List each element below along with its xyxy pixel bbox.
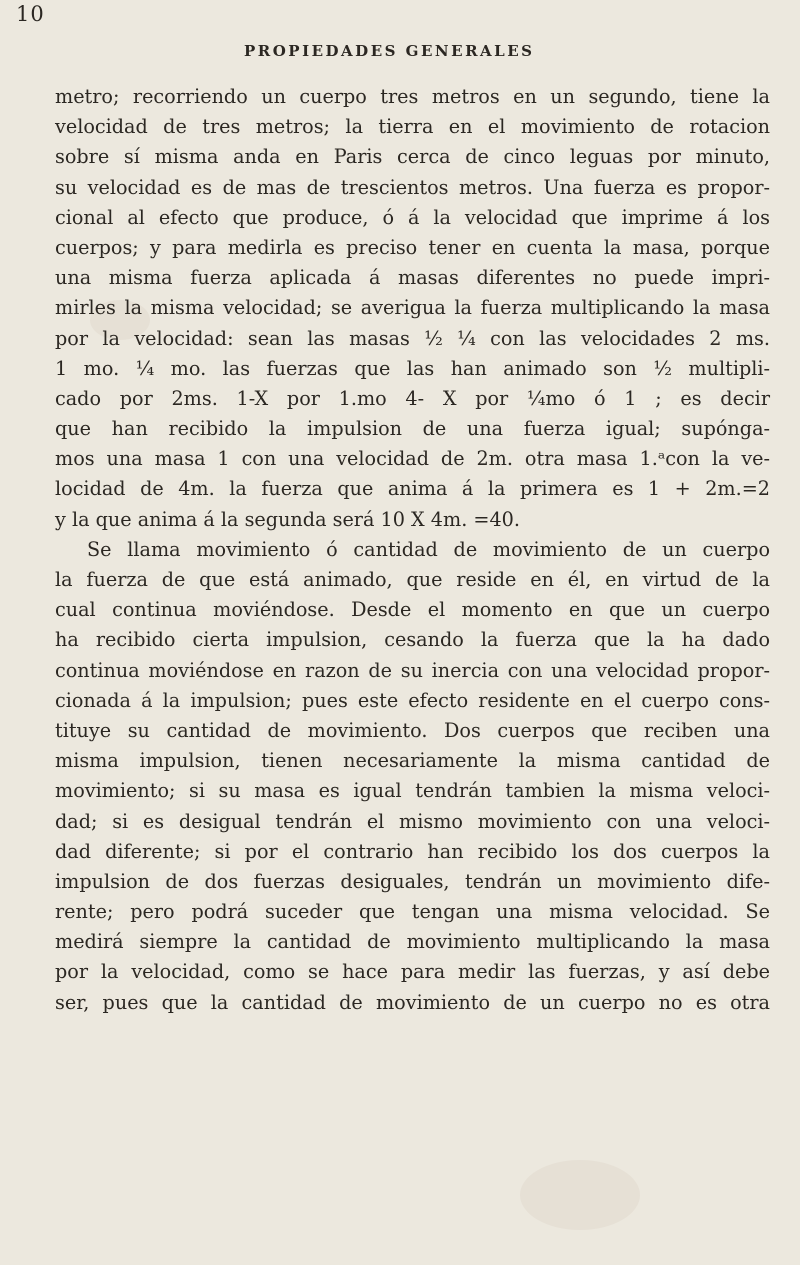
text-line: por la velocidad, como se hace para medir las fuerzas, y así debe <box>55 960 770 984</box>
text-line: una misma fuerza aplicada á masas diferentes no puede impri- <box>55 266 770 290</box>
body-text <box>55 82 770 1018</box>
text-line: por la velocidad: sean las masas ½ ¼ con las velocidades 2 ms. <box>55 326 770 350</box>
text-line: ha recibido cierta impulsion, cesando la fuerza que la ha dado <box>55 628 770 652</box>
text-line: sobre sí misma anda en Paris cerca de cinco leguas por minuto, <box>55 145 770 169</box>
text-line: Se llama movimiento ó cantidad de movimiento de un cuerpo <box>87 537 770 561</box>
text-line: locidad de 4m. la fuerza que anima á la primera es 1 + 2m.=2 <box>55 477 770 501</box>
text-line: impulsion de dos fuerzas desiguales, tendrán un movimiento dife- <box>55 869 770 893</box>
text-line: que han recibido la impulsion de una fuerza igual; supónga- <box>55 417 770 441</box>
text-line: 1 mo. ¼ mo. las fuerzas que las han animado son ½ multipli- <box>55 356 770 380</box>
text-line: ser, pues que la cantidad de movimiento de un cuerpo no es otra <box>55 990 770 1014</box>
text-line: medirá siempre la cantidad de movimiento multiplicando la masa <box>55 930 770 954</box>
page-number: 10 <box>16 2 45 26</box>
text-line: y la que anima á la segunda será 10 X 4m. =40. <box>55 507 520 531</box>
text-line: cado por 2ms. 1-X por 1.mo 4- X por ¼mo ó 1 ; es decir <box>55 386 770 410</box>
text-line: su velocidad es de mas de trescientos metros. Una fuerza es propor- <box>55 175 770 199</box>
text-line: la fuerza de que está animado, que reside en él, en virtud de la <box>55 568 770 591</box>
text-line: metro; recorriendo un cuerpo tres metros en un segundo, tiene la <box>55 85 770 108</box>
text-line: mos una masa 1 con una velocidad de 2m. otra masa 1.ᵃcon la ve- <box>55 447 770 471</box>
text-line: cuerpos; y para medirla es preciso tener en cuenta la masa, porque <box>55 235 770 259</box>
text-line: dad diferente; si por el contrario han recibido los dos cuerpos la <box>55 839 770 863</box>
paper-stain <box>520 1160 640 1230</box>
text-line: cional al efecto que produce, ó á la velocidad que imprime á los <box>55 205 770 229</box>
text-line: continua moviéndose en razon de su inercia con una velocidad propor- <box>55 658 770 682</box>
text-line: velocidad de tres metros; la tierra en el movimiento de rotacion <box>55 115 770 139</box>
text-line: dad; si es desigual tendrán el mismo movimiento con una veloci- <box>55 809 770 833</box>
text-line: tituye su cantidad de movimiento. Dos cuerpos que reciben una <box>55 718 770 742</box>
text-line: mirles la misma velocidad; se averigua la fuerza multiplicando la masa <box>55 296 770 320</box>
running-head: PROPIEDADES GENERALES <box>244 42 535 60</box>
text-line: misma impulsion, tienen necesariamente la misma cantidad de <box>55 749 770 773</box>
text-line: cionada á la impulsion; pues este efecto residente en el cuerpo cons- <box>55 688 770 712</box>
text-line: rente; pero podrá suceder que tengan una misma velocidad. Se <box>55 900 770 924</box>
text-line: movimiento; si su masa es igual tendrán tambien la misma veloci- <box>55 779 770 803</box>
text-line: cual continua moviéndose. Desde el momento en que un cuerpo <box>55 598 770 622</box>
